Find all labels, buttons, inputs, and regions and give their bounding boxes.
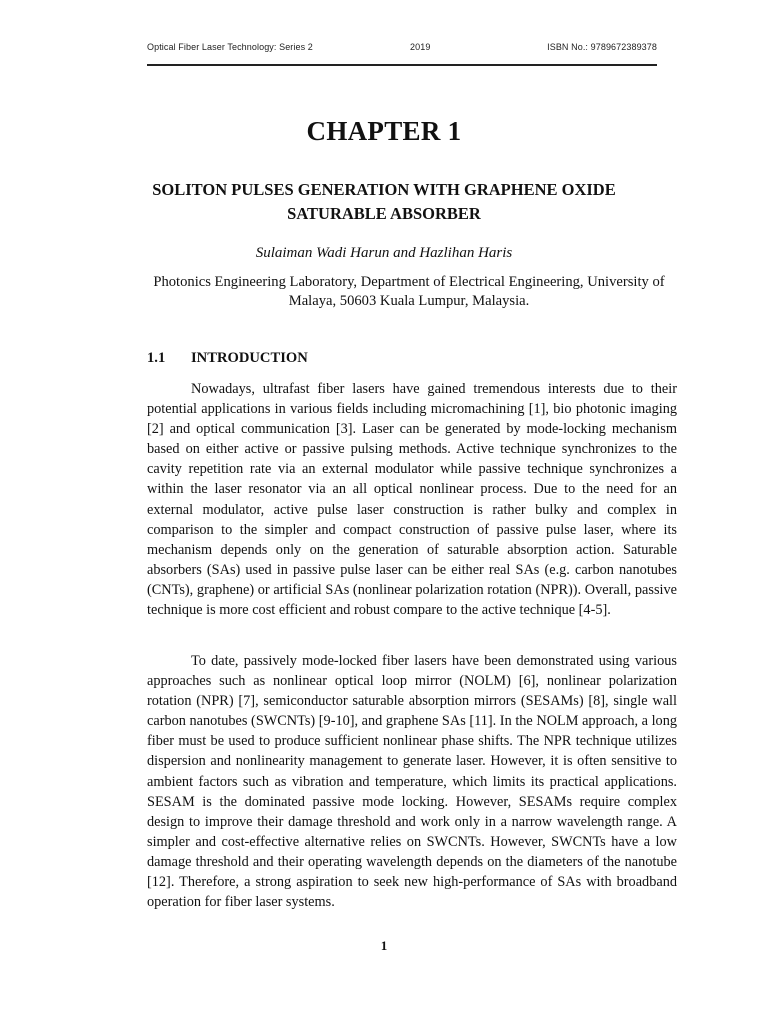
author-line: Sulaiman Wadi Harun and Hazlihan Haris: [255, 245, 513, 261]
section-number: 1.1: [147, 350, 166, 366]
body-paragraph: To date, passively mode-locked fiber lasers have been demonstrated using various approaches such as nonlinear optical loop mirror (NOLM) [6], nonlinear polarization rotation (NPR) [7], semiconductor saturable absorption mirrors (SESAMs) [8], single wall carbon nanotubes (SWCNTs) [9-10], and graphene SAs [11]. In the NOLM approach, a long fiber must be used to produce sufficient nonlinear phase shifts. The NPR technique utilizes dispersion and nonlinearity management to generate laser. However, it is often sensitive to ambient factors such as vibration and temperature, which limits its practical applications. SESAM is the dominated passive mode locking. However, SESAMs require complex design to improve their damage threshold and work only in a narrow wavelength range. A simpler and cost-effective alternative relies on SWCNTs. However, SWCNTs have a low damage threshold and their operating wavelength depends on the diameters of the nanotube [12]. Therefore, a strong aspiration to seek new high-performance of SAs with broadband operation for fiber laser systems.: [147, 653, 677, 911]
section-heading: [147, 350, 308, 367]
body-paragraph: Nowadays, ultrafast fiber lasers have gained tremendous interests due to their potential applications in various fields including micromachining [1], bio photonic imaging [2] and optical communication [3]. Laser can be generated by mode-locking mechanism based on either active or passive pulsing methods. Active technique synchronizes to the cavity repetition rate via an external modulator while passive technique synchronizes a within the laser resonator via an all optical nonlinear process. Due to the need for an external modulator, active pulse laser construction is rather bulky and complex in comparison to the simpler and compact construction of passive pulse laser, where its mechanism depends only on the generation of saturable absorption action. Saturable absorbers (SAs) used in passive pulse laser can be either real SAs (e.g. carbon nanotubes (CNTs), graphene) or artificial SAs (nonlinear polarization rotation (NPR)). Overall, passive technique is more cost efficient and robust compare to the active technique [4-5].: [147, 381, 677, 619]
page-number: 1: [380, 938, 388, 953]
section-title: INTRODUCTION: [191, 350, 308, 366]
running-header: [147, 42, 657, 56]
chapter-heading: CHAPTER 1: [306, 116, 462, 146]
header-year: 2019: [410, 42, 431, 52]
header-isbn: ISBN No.: 9789672389378: [547, 42, 657, 52]
paper-title: SOLITON PULSES GENERATION WITH GRAPHENE OXIDE SATURABLE ABSORBER: [152, 180, 616, 223]
header-divider: [147, 64, 657, 66]
header-series-title: Optical Fiber Laser Technology: Series 2: [147, 42, 313, 52]
affiliation: Photonics Engineering Laboratory, Department of Electrical Engineering, University of Malaya, 50603 Kuala Lumpur, Malaysia.: [153, 274, 665, 309]
